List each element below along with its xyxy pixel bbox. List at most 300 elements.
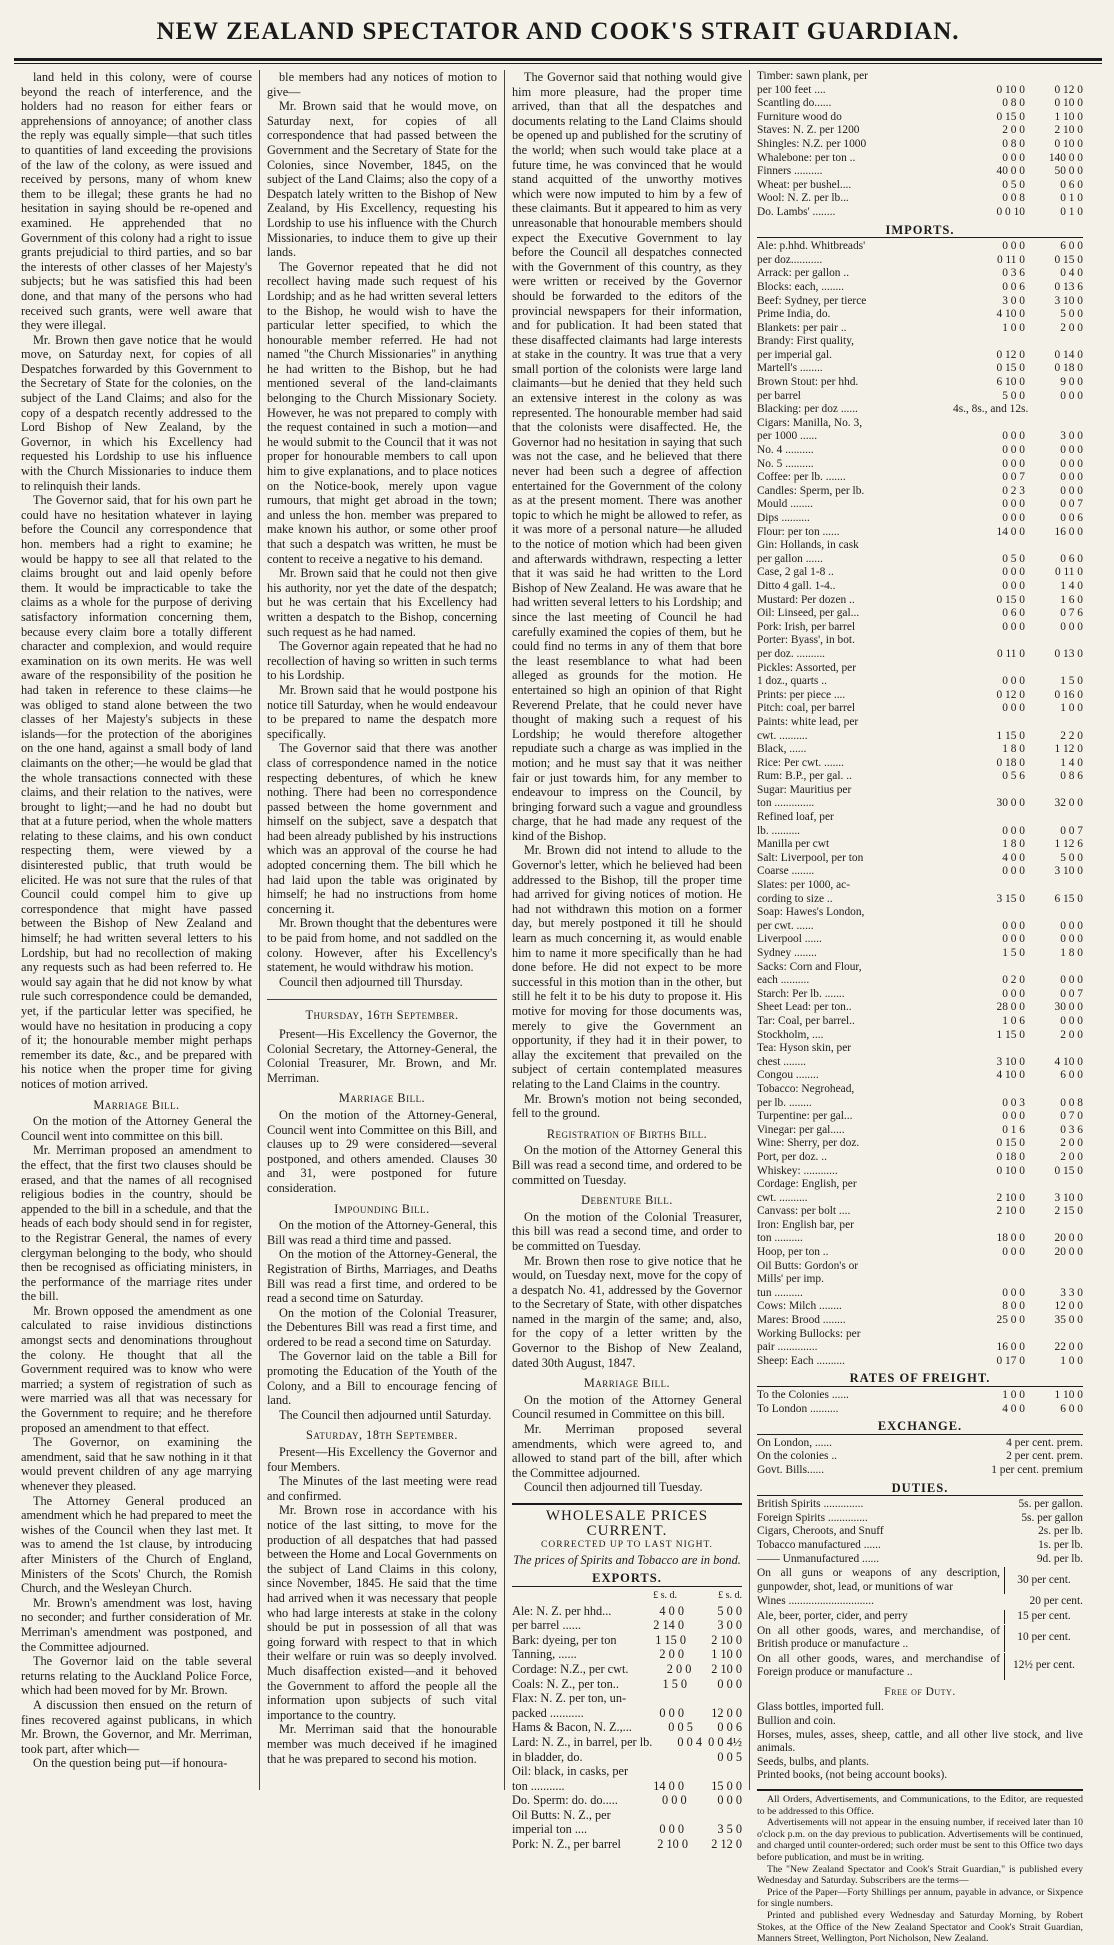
section-heading: Marriage Bill.	[93, 1097, 180, 1112]
price-row	[512, 1779, 742, 1794]
price-row	[512, 1647, 742, 1662]
price-label: 1 doz., quarts ..	[757, 675, 827, 688]
price-row	[757, 267, 1083, 281]
price-row	[757, 458, 1083, 472]
price-label: chest ........	[757, 1055, 807, 1068]
paragraph: The Governor laid on the table several returns relating to the Auckland Police Force, which had been moved for by Mr. Brown.	[21, 1654, 252, 1698]
price-high: 1 10 0	[711, 1647, 742, 1662]
freight-table	[757, 1389, 1083, 1416]
price-row	[757, 179, 1083, 193]
price-high: 0 0 0	[1060, 389, 1083, 402]
price-low: 0 0 0	[1002, 919, 1025, 932]
price-high: 2 10 0	[711, 1632, 742, 1647]
price-high: 9 0 0	[1060, 376, 1083, 389]
price-low: 0 5 0	[1002, 552, 1025, 565]
price-label: Oil: Linseed, per gal...	[757, 607, 860, 620]
price-high: 2 0 0	[1060, 1028, 1083, 1041]
price-label: Prime India, do.	[757, 308, 831, 321]
price-low: 0 0 0	[1002, 702, 1025, 715]
price-low: 14 0 0	[653, 1778, 684, 1793]
rate-row	[757, 1539, 1083, 1553]
price-label: Salt: Liverpool, per ton	[757, 851, 864, 864]
price-low: 0 0 6	[1002, 280, 1025, 293]
duty-rate: 30 per cent.	[1017, 1573, 1071, 1586]
price-high: 0 4 0	[1060, 267, 1083, 280]
price-row	[757, 852, 1083, 866]
price-low: 0 0 4	[677, 1734, 702, 1749]
price-high: 5 0 0	[1060, 308, 1083, 321]
price-label: per lb. ........	[757, 1096, 812, 1109]
price-label: per 1000 ......	[757, 430, 818, 443]
price-high: 3 5 0	[717, 1822, 742, 1837]
price-row	[757, 97, 1083, 111]
paragraph: The Governor said that there was another class of correspondence named in the notice respecting debentures, of which he knew nothing. There had been no correspondence passed between the home government and himself on the subject, save a despatch that had been already published by his instructions which was an approval of the course he had adopted concerning them. The bill which he had laid upon the table was originated by himself; he had no instructions from home concerning it.	[267, 741, 497, 916]
col3-debenture	[512, 1210, 742, 1371]
price-row	[512, 1720, 742, 1735]
paragraph: Present—His Excellency the Governor and four Members.	[267, 1445, 497, 1474]
section-heading: Marriage Bill.	[583, 1376, 671, 1391]
price-label: Ditto 4 gall. 1-4..	[757, 579, 836, 592]
price-high: 0 0 0	[1060, 444, 1083, 457]
price-high: 0 7 6	[1060, 607, 1083, 620]
rate-value: 1s. per lb.	[1038, 1538, 1083, 1551]
price-high: 0 0 0	[1060, 919, 1083, 932]
price-label: Mares: Brood ........	[757, 1314, 846, 1327]
price-row	[757, 1205, 1083, 1219]
rate-row	[757, 1525, 1083, 1539]
price-row	[757, 485, 1083, 499]
paragraph: A discussion then ensued on the return of fines recovered against publicans, in which Mr. Brown, the Governor, and Mr. Merriman, took part, after which—	[21, 1697, 252, 1756]
price-label: tun ..........	[757, 1286, 803, 1299]
price-row	[757, 1178, 1083, 1192]
price-low: 1 8 0	[1002, 838, 1025, 851]
price-low: 8 0 0	[1002, 1300, 1025, 1313]
price-row	[757, 1083, 1083, 1097]
price-low: 0 10 0	[996, 1164, 1025, 1177]
price-row	[757, 1124, 1083, 1138]
price-low: 0 0 0	[1002, 512, 1025, 524]
price-high: 0 0 4½	[708, 1734, 742, 1749]
price-row	[757, 1287, 1083, 1301]
paragraph: Mr. Brown did not intend to allude to the Governor's letter, which he believed had been addressed to the Bishop, till the proper time had arrived for giving notices of motion. He had not withdrawn this motion on a former day, but merely postponed it till he should learn as much concerning it, as would enable him to name it more specifically than he had done before. He did not expect to be more successful in this motion than in the other, but still he felt it to be his duty to propose it. His motive for moving for those documents was, merely to give the Government an opportunity, if they had it in their power, to allay the excitement that prevailed on the subject of certain contemplated measures relating to the Land Claims in the country.	[512, 843, 742, 1091]
price-label: per doz. ..........	[757, 647, 826, 660]
price-row	[512, 1837, 742, 1852]
price-low: 0 0 0	[1002, 987, 1025, 1000]
price-label: cwt. ..........	[757, 729, 808, 742]
col1b-paragraphs	[21, 1114, 252, 1771]
price-row	[757, 865, 1083, 879]
price-low: 0 0 0	[659, 1705, 684, 1720]
price-row	[757, 362, 1083, 376]
price-label: ton ...........	[512, 1778, 565, 1793]
price-high: 3 0 0	[1060, 430, 1083, 443]
price-high: 0 0 0	[717, 1793, 742, 1808]
price-high: 0 12 0	[1054, 83, 1083, 96]
paragraph: Advertisements will not appear in the ensuing number, if received later than 10 o'clock p.m. on the day previous to publication. Advertisements will be continued, and charged until counter-ordered; such order must be sent to this Office two days before publication, and must be in writing.	[757, 1817, 1083, 1863]
price-label: Mustard: Per dozen ..	[757, 593, 855, 606]
price-row	[757, 444, 1083, 458]
price-row	[757, 1341, 1083, 1355]
price-label: Slates: per 1000, ac-	[757, 879, 850, 892]
price-high: 2 0 0	[1060, 321, 1083, 334]
duty-item: On all guns or weapons of any description, gunpowder, shot, lead, or munitions of war	[757, 1567, 1005, 1594]
price-label: Hoop, per ton ..	[757, 1246, 829, 1259]
price-label: Wheat: per bushel....	[757, 178, 852, 191]
price-low: 5 0 0	[1002, 389, 1025, 402]
price-row	[512, 1706, 742, 1721]
col2-paragraphs	[267, 70, 497, 989]
exchange-table	[757, 1437, 1083, 1478]
price-low: 16 0 0	[996, 1341, 1025, 1354]
col1-paragraphs	[21, 70, 252, 1092]
price-row	[757, 1192, 1083, 1206]
paragraph: Mr. Brown then rose to give notice that he would, on Tuesday next, move for the copy of a despatch No. 41, addressed by the Governor to the Secretary of State, with other dispatches named in the margin of the same; and, also, for the copy of a letter written by the Governor to the Bishop of New Zealand, dated 30th August, 1847.	[512, 1253, 742, 1370]
paragraph: Mr. Merriman proposed an amendment to the effect, that the first two clauses should be erased, and that the names of all recognised religious bodies in the country, should be appended to the bill in a schedule, and that the heads of each body should send in for register, to the Registrar General, the names of every clergyman belonging to the body, who should then be recognised as officiating ministers, in the performance of the marriage rites under the bill.	[21, 1143, 252, 1304]
duty-rate: 10 per cent.	[1017, 1631, 1071, 1644]
price-label: Gin: Hollands, in cask	[757, 539, 859, 552]
price-high: 0 0 7	[1060, 498, 1083, 511]
imports-title: IMPORTS.	[757, 224, 1083, 239]
imports-table	[757, 240, 1083, 1368]
price-row	[757, 838, 1083, 852]
paragraph: Mr. Brown said that he could not then give his authority, nor yet the date of the despatch; but he was certain that his Excellency had written a despatch to the Bishop, concerning such request as he had named.	[267, 566, 497, 639]
price-label: Cigars: Manilla, No. 3,	[757, 416, 863, 429]
price-row	[512, 1677, 742, 1692]
duty-item: Ale, beer, porter, cider, and perry	[757, 1610, 1005, 1624]
paragraph: The Governor, on examining the amendment, said that he saw nothing in it that would prevent children of any age marrying whenever they pleased.	[21, 1435, 252, 1493]
price-label: Candles: Sperm, per lb.	[757, 484, 865, 497]
price-low: 0 0 0	[1002, 240, 1025, 253]
price-high: 0 0 0	[1060, 974, 1083, 987]
price-row	[757, 689, 1083, 703]
price-label: each ..........	[757, 974, 810, 987]
price-row	[757, 322, 1083, 336]
price-low: 0 0 0	[1002, 444, 1025, 457]
price-row	[757, 165, 1083, 179]
price-row	[757, 498, 1083, 512]
list-item: Seeds, bulbs, and plants.	[757, 1755, 869, 1768]
price-high: 0 7 0	[1060, 1110, 1083, 1123]
duty-bracket	[757, 1567, 1083, 1594]
price-high: 1 4 0	[1060, 579, 1083, 592]
price-high: 1 0 0	[1060, 702, 1083, 715]
price-low: 2 0 0	[666, 1661, 692, 1676]
price-label: lb. ..........	[757, 824, 801, 837]
list-item: Bullion and coin.	[757, 1715, 836, 1728]
price-row	[757, 1042, 1083, 1056]
paragraph: The Governor repeated that he did not recollect having made such request of his Lordship; and as he had written several letters to the Bishop, he would wish to have the particular letter specified, to which the honourable member referred. He had not named "the Church Missionaries" in anything he had written to the Bishop, but he had mentioned several of the land-claimants belonging to the Church Missionary Society. However, he was not prepared to comply with the request contained in such a motion—and he would submit to the Council that it was not proper for honourable members to call upon him to give explanations, and to place notices on the Notice-book, merely upon vague rumours, that might get abroad in the town; and unless the hon. member was prepared to make known his author, or some other proof that such a despatch was written, he must be content to receive a negative to his demand.	[267, 259, 497, 566]
price-label: Mills' per imp.	[757, 1273, 824, 1286]
price-low: 0 0 0	[1002, 620, 1025, 633]
price-row	[757, 84, 1083, 98]
price-label: Coarse ........	[757, 865, 815, 878]
price-row	[757, 757, 1083, 771]
price-row	[512, 1691, 742, 1706]
price-label: Sydney ........	[757, 947, 817, 959]
price-row	[757, 1355, 1083, 1369]
price-row	[757, 553, 1083, 567]
price-high: 3 10 0	[1054, 294, 1083, 307]
price-label: Iron: English bar, per	[757, 1218, 854, 1231]
price-row	[757, 594, 1083, 608]
price-row	[757, 580, 1083, 594]
price-low: 30 0 0	[996, 797, 1025, 810]
paragraph: Mr. Brown's motion not being seconded, fell to the ground.	[512, 1091, 742, 1121]
price-low: 0 15 0	[996, 110, 1025, 123]
price-low: 1 15 0	[655, 1632, 686, 1647]
price-low: 0 5 0	[1002, 178, 1025, 191]
rate-value: 5s. per gallon	[1021, 1511, 1083, 1524]
price-label: Blacking: per doz ......	[757, 403, 858, 416]
price-label: Cows: Milch ........	[757, 1300, 842, 1313]
price-label: Flour: per ton ......	[757, 525, 840, 538]
price-low: 0 0 3	[1002, 1096, 1025, 1109]
price-low: 0 0 0	[662, 1793, 687, 1808]
price-row	[757, 621, 1083, 635]
price-low: 0 8 0	[1002, 137, 1025, 150]
rate-value: 4 per cent. prem.	[1006, 1436, 1083, 1449]
price-row	[757, 675, 1083, 689]
price-high: 0 18 0	[1054, 362, 1083, 375]
price-row	[757, 961, 1083, 975]
price-row	[757, 335, 1083, 349]
paragraph: The Governor laid on the table a Bill for promoting the Education of the Youth of the Colony, and a Bill to encourage fencing of land.	[267, 1349, 497, 1408]
exports-title: EXPORTS.	[512, 1571, 742, 1587]
price-row	[757, 974, 1083, 988]
price-label: Sheep: Each ..........	[757, 1354, 845, 1367]
price-low: 0 15 0	[996, 593, 1025, 606]
price-high: 0 0 6	[1060, 512, 1083, 524]
price-high: 3 10 0	[1054, 1191, 1083, 1204]
price-row	[757, 430, 1083, 444]
price-label: Working Bullocks: per	[757, 1327, 861, 1340]
price-row	[512, 1604, 742, 1619]
price-high: 12 0 0	[1054, 1300, 1083, 1313]
price-row	[757, 811, 1083, 825]
freight-title: RATES OF FREIGHT.	[757, 1372, 1083, 1387]
price-row	[757, 206, 1083, 220]
paragraph: ble members had any notices of motion to give—	[267, 70, 497, 99]
rate-value: 5s. per gallon.	[1018, 1498, 1083, 1511]
price-label: Hams & Bacon, N. Z.,...	[512, 1720, 632, 1735]
masthead-rule-thin	[14, 63, 1102, 64]
price-low: 0 0 0	[1002, 865, 1025, 878]
price-label: Pork: N. Z., per barrel	[512, 1837, 621, 1852]
price-label: Prints: per piece ....	[757, 688, 846, 701]
price-row	[757, 1232, 1083, 1246]
duty-rate: 20 per cent.	[1029, 1595, 1083, 1608]
section-heading: Marriage Bill.	[338, 1091, 426, 1106]
masthead-rule	[14, 58, 1102, 61]
price-label: Vinegar: per gal.....	[757, 1123, 845, 1136]
duties-table	[757, 1498, 1083, 1566]
price-low: 0 0 0	[659, 1822, 684, 1837]
paragraph: The Governor said, that for his own part he could have no hesitation whatever in laying before the Council any correspondence that hon. members had a right to examine; he would be happy to see all that related to the claims brought out and laid openly before them. It would be impracticable to take the claims as a whole for the purpose of deriving satisfactory information concerning them, because every claim bore a totally different character and complexion, and would require examination on its own merits. He was well aware of the responsibility of the position he had taken in reference to these claims—he was obliged to stand alone between the two classes of her Majesty's subjects in these islands—for the protection of the aborigines on the one hand, against a small body of land claimants on the other;—he would be glad that the whole transactions connected with these claims, and their relation to the natives, were brought to light;—and he had no doubt but that at a future period, when the whole matters relating to these claims, and his own conduct respecting them, were viewed by a disinterested public, that truth would be elicited. He was not sure that the rules of that Council could compel him to give up correspondence that might have passed between the Bishop of New Zealand and himself; he had written several letters to his Lordship, but had no recollection of making any requests such as had been referred to. He would say again that he did not know by what rule such correspondence could be demanded, yet, if the particular letter was specified, he would have no hesitation in producing a copy of it; the honourable member might perhaps remember its date, &c., and be prepared with his notice when the proper time for giving notices of motion arrived.	[21, 493, 252, 1091]
paragraph: On the motion of the Attorney General the Council went into committee on this bill.	[21, 1114, 252, 1143]
price-low: 0 15 0	[996, 362, 1025, 375]
price-label: Mould ........	[757, 498, 814, 511]
price-label: Martell's ........	[757, 362, 823, 375]
price-label: per doz...........	[757, 253, 823, 266]
price-label: Tobacco: Negrohead,	[757, 1082, 855, 1095]
price-row	[512, 1662, 742, 1677]
price-label: Cordage: English, per	[757, 1178, 857, 1191]
price-low: 0 0 0	[1002, 1286, 1025, 1299]
price-row	[757, 1219, 1083, 1233]
price-high: 0 10 0	[1054, 97, 1083, 110]
duty-row	[757, 1595, 1083, 1609]
price-low: 3 15 0	[996, 892, 1025, 905]
rate-label: Govt. Bills......	[757, 1463, 825, 1476]
paragraph: The "New Zealand Spectator and Cook's Strait Guardian," is published every Wednesday and Saturday. Subscribers are the terms—	[757, 1863, 1083, 1887]
price-label: Arrack: per gallon ..	[757, 267, 850, 280]
price-row	[757, 1029, 1083, 1043]
rate-row	[757, 1553, 1083, 1567]
exchange-title: EXCHANGE.	[757, 1420, 1083, 1435]
price-label: Soap: Hawes's London,	[757, 906, 865, 919]
paragraph: Mr. Merriman said that the honourable member was much deceived if he imagined that he was prepared to second his motion.	[267, 1722, 497, 1766]
price-high: 3 0 0	[717, 1618, 742, 1633]
price-label: Bark: dyeing, per ton	[512, 1632, 617, 1647]
price-row	[757, 138, 1083, 152]
price-row	[757, 947, 1083, 961]
price-label: Case, 2 gal 1-8 ..	[757, 566, 834, 579]
price-label: Lard: N. Z., in barrel, per lb.	[512, 1734, 653, 1749]
price-label: Starch: Per lb. .......	[757, 987, 845, 1000]
price-row	[757, 192, 1083, 206]
price-row	[757, 607, 1083, 621]
rate-label: British Spirits ..............	[757, 1498, 864, 1511]
price-label: Flax: N. Z. per ton, un-	[512, 1691, 627, 1706]
price-label: Scantling do......	[757, 97, 832, 110]
price-high: 0 0 0	[717, 1676, 742, 1691]
price-label: Tea: Hyson skin, per	[757, 1042, 852, 1055]
price-label: Beef: Sydney, per tierce	[757, 294, 867, 307]
price-label: Pickles: Assorted, per	[757, 661, 857, 674]
paragraph: On the motion of the Colonial Treasurer, this bill was read a second time, and order to be committed on Tuesday.	[512, 1209, 742, 1253]
price-row	[757, 879, 1083, 893]
date-heading: Saturday, 18th September.	[306, 1428, 458, 1443]
price-label: per imperial gal.	[757, 348, 832, 361]
paragraph: land held in this colony, were of course beyond the reach of interference, and the holders had no reason for either fears or apprehensions of annoyance; of another class the reply was equally simple—that such titles to quantities of land exceeding the provisions of the law of the colony, as were issued and received by persons, many of whom knew them to be illegal; these grants he had no hesitation in saying should be re-opened and examined. He apprehended that no Government of this colony had a right to issue grants prejudicial to third parties, and so bar the interests of other classes of her Majesty's subjects; but he was satisfied this had been done, and that many of the persons who had received such grants, were well aware that they were illegal.	[21, 70, 252, 333]
price-label: Paints: white lead, per	[757, 715, 859, 728]
price-high: 0 15 0	[1054, 1164, 1083, 1177]
price-row	[757, 716, 1083, 730]
price-low: 1 5 0	[1002, 947, 1025, 959]
price-low: 0 11 0	[996, 647, 1025, 660]
col2-saturday	[267, 1445, 497, 1766]
paragraph: Price of the Paper—Forty Shillings per annum, payable in advance, or Sixpence for single numbers.	[757, 1886, 1083, 1910]
price-low: 1 8 0	[1002, 743, 1025, 756]
price-row	[757, 308, 1083, 322]
paragraph: Mr. Brown said that he would postpone his notice till Saturday, when he would endeavour to be prepared to name the despatch more specifically.	[267, 682, 497, 741]
price-label: No. 5 ..........	[757, 457, 814, 470]
price-label: Brandy: First quality,	[757, 335, 855, 348]
paragraph: Mr. Merriman proposed several amendments, which were agreed to, and allowed to stand part of the bill, after which the Committee adjourned.	[512, 1422, 742, 1480]
price-row	[512, 1750, 742, 1765]
price-row	[757, 539, 1083, 553]
price-label: cwt. ..........	[757, 1191, 808, 1204]
masthead-title: NEW ZEALAND SPECTATOR AND COOK'S STRAIT GUARDIAN.	[156, 18, 960, 45]
price-label: Tar: Coal, per barrel..	[757, 1014, 855, 1027]
paragraph: On the motion of the Attorney General this Bill was read a second time, and ordered to be committed on Tuesday.	[512, 1143, 742, 1187]
price-row	[757, 403, 1083, 417]
price-high: 1 6 0	[1060, 593, 1083, 606]
price-row	[757, 770, 1083, 784]
price-label: per barrel	[757, 389, 801, 402]
price-low: 0 0 10	[996, 205, 1025, 218]
price-low: 0 5 6	[1002, 770, 1025, 783]
price-row	[757, 933, 1083, 947]
price-label: Finners ..........	[757, 165, 823, 178]
price-high: 0 0 8	[1060, 1096, 1083, 1109]
price-label: Rice: Per cwt. .......	[757, 756, 844, 769]
price-high: 3 3 0	[1060, 1286, 1083, 1299]
price-row	[512, 1793, 742, 1808]
price-low: 4 0 0	[659, 1603, 684, 1618]
price-row	[757, 281, 1083, 295]
price-low: 0 0 0	[1002, 498, 1025, 511]
price-low: 2 10 0	[996, 1205, 1025, 1218]
price-high: 35 0 0	[1054, 1314, 1083, 1327]
price-high: 1 4 0	[1060, 756, 1083, 769]
price-high: 0 16 0	[1054, 688, 1083, 701]
price-high: 2 2 0	[1060, 729, 1083, 742]
price-low: 0 0 0	[1002, 824, 1025, 837]
rate-value: 9d. per lb.	[1036, 1552, 1083, 1565]
paragraph: Mr. Brown said that he would move, on Saturday next, for copies of all correspondence that had passed between the Government and the Secretary of State for the Colonies, since November, 1845, on the subject of the Land Claims; also the copy of a Despatch lately written to the Bishop of New Zealand, by His Excellency, requesting his Lordship to use his influence with the Church Missionaries, to induce them to give up their lands.	[267, 99, 497, 260]
price-label: Coffee: per lb. .......	[757, 471, 846, 484]
price-row	[757, 797, 1083, 811]
price-row	[512, 1735, 742, 1750]
prices-note: The prices of Spirits and Tobacco are in bond.	[513, 1552, 741, 1567]
price-low: 25 0 0	[996, 1314, 1025, 1327]
price-label: Blankets: per pair ..	[757, 321, 847, 334]
price-high: 140 0 0	[1048, 151, 1083, 164]
price-row	[512, 1808, 742, 1823]
price-low: 0 0 5	[668, 1720, 693, 1735]
price-row	[757, 1273, 1083, 1287]
price-high: 4 10 0	[1054, 1055, 1083, 1068]
price-high: 1 10 0	[1054, 110, 1083, 123]
price-row	[757, 648, 1083, 662]
rate-row	[757, 1450, 1083, 1464]
price-label: Do. Sperm: do. do.....	[512, 1793, 618, 1808]
price-label: Shingles: N.Z. per 1000	[757, 137, 867, 150]
paragraph: Mr. Brown opposed the amendment as one calculated to raise invidious distinctions amongst sects and denominations throughout the colony. He thought that all the Government required was to know who were married; a system of registration of such as were married was all that was necessary for the Government to require; and he therefore proposed an amendment to that effect.	[21, 1303, 252, 1435]
price-high: 1 12 6	[1054, 838, 1083, 851]
price-label: per cwt. ......	[757, 919, 814, 932]
paragraph: Mr. Brown rose in accordance with his notice of the last sitting, to move for the production of all despatches that had passed between the Home and Local Governments on the subject of Land Claims in this colony, since November, 1845. He said that the time had arrived when it was necessary that people who had large interests at stake in the colony should be put in possession of all that was going forward with respect to that in which their welfare or ruin was so deeply involved. Much disaffection existed—and it behoved the Government to afford the people all the information upon subjects of such vital importance to the country.	[267, 1503, 497, 1722]
price-row	[757, 1314, 1083, 1328]
price-label: Sheet Lead: per ton..	[757, 1001, 852, 1014]
exports-table	[512, 1604, 742, 1852]
duty-item: Wines ..............................	[757, 1595, 874, 1608]
paragraph: On the motion of the Attorney-General, the Registration of Births, Marriages, and Deaths Bill was read a first time, and ordered to be read a second time on Saturday.	[267, 1247, 497, 1306]
price-low: 0 15 0	[996, 1137, 1025, 1150]
column-3	[504, 70, 749, 1852]
price-low: 0 0 0	[1002, 579, 1025, 592]
price-label: packed ...........	[512, 1705, 584, 1720]
price-low: 0 6 0	[1002, 607, 1025, 620]
col3-marriage	[512, 1393, 742, 1495]
rate-row	[757, 1437, 1083, 1451]
price-high: 5 0 0	[717, 1603, 742, 1618]
price-row	[757, 349, 1083, 363]
price-label: Oil: black, in casks, per	[512, 1764, 629, 1779]
paragraph: Council then adjourned till Thursday.	[279, 974, 463, 989]
price-high: 1 5 0	[1060, 675, 1083, 688]
